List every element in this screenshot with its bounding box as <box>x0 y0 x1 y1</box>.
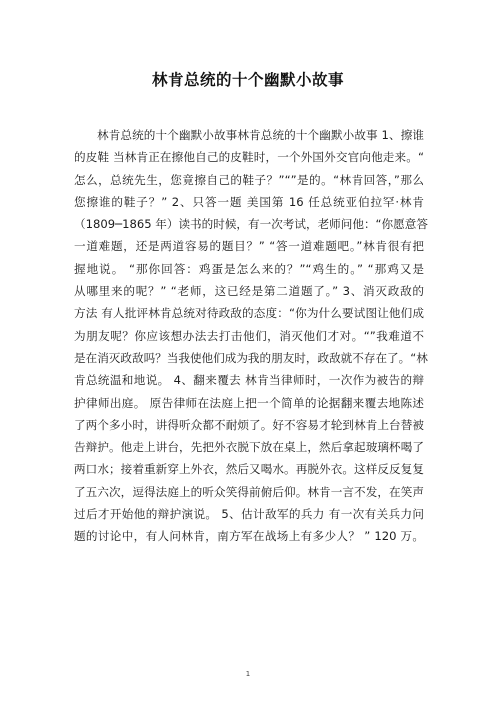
document-title: 林肯总统的十个幽默小故事 <box>151 71 344 89</box>
text-line: 方法 有人批评林肯总统对待政敌的态度：“你为什么要试图让他们成 <box>74 306 424 321</box>
text-line: 怎么，总统先生，您竟擦自己的鞋子？”“”是的。“林肯回答，”那么 <box>74 172 424 187</box>
text-line: 告辩护。他走上讲台，先把外衣脱下放在桌上，然后拿起玻璃杯喝了 <box>74 440 424 455</box>
text-line: 林肯总统的十个幽默小故事林肯总统的十个幽默小故事 1、擦谁 <box>97 128 424 142</box>
text-line: 题的讨论中，有人问林肯，南方军在战场上有多少人？ ” 120 万。 <box>74 529 424 544</box>
text-line: 了五六次，逗得法庭上的听众笑得前俯后仰。林肯一言不发，在笑声 <box>74 484 424 499</box>
text-line: 您擦谁的鞋子？” 2、只答一题 美国第 16 任总统亚伯拉罕·林肯 <box>74 194 424 209</box>
text-line: 握地说。 “那你回答：鸡蛋是怎么来的？”“鸡生的。” “那鸡又是 <box>74 261 424 276</box>
text-line: （1809─1865 年）读书的时候，有一次考试，老师问他：“你愿意答 <box>74 217 428 232</box>
text-line: 是在消灭政敌吗？当我使他们成为我的朋友时，政敌就不存在了。“林 <box>74 350 428 365</box>
page-number: 1 <box>245 670 251 678</box>
text-line: 过后才开始他的辩护演说。 5、估计敌军的兵力 有一次有关兵力问 <box>74 507 424 522</box>
text-line: 了两个多小时，讲得听众都不耐烦了。好不容易才轮到林肯上台替被 <box>74 417 424 432</box>
text-line: 为朋友呢？你应该想办法去打击他们，消灭他们才对。“”我难道不 <box>74 328 424 343</box>
text-line: 的皮鞋 当林肯正在擦他自己的皮鞋时，一个外国外交官向他走来。“ <box>74 150 424 165</box>
text-line: 一道难题，还是两道容易的题目？” “答一道难题吧。”林肯很有把 <box>74 239 424 254</box>
text-line: 肯总统温和地说。 4、翻来覆去 林肯当律师时，一次作为被告的辩 <box>74 373 424 388</box>
text-line: 两口水；接着重新穿上外衣，然后又喝水。再脱外衣。这样反反复复 <box>74 462 424 477</box>
document-body <box>74 124 428 548</box>
text-line: 护律师出庭。 原告律师在法庭上把一个简单的论据翻来覆去地陈述 <box>74 395 424 410</box>
text-line: 从哪里来的呢？” “老师，这已经是第二道题了。” 3、消灭政敌的 <box>74 284 424 299</box>
